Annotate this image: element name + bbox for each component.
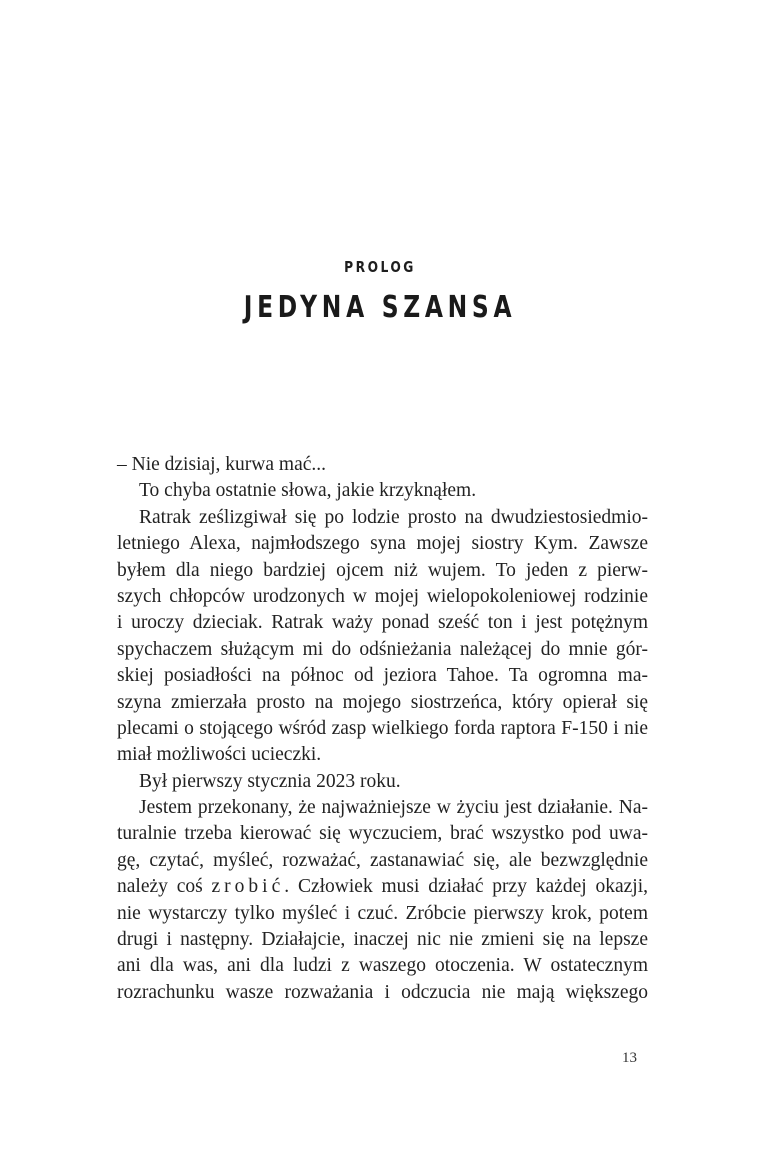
emphasis-spaced-word: zrobić (211, 876, 285, 898)
chapter-title: JEDYNA SZANSA (243, 290, 517, 325)
text-line: spychaczem służącym mi do odśnieżania należącej do mnie gór- (117, 638, 648, 660)
text-line: szyna zmierzała prosto na mojego siostrzeńca, który opierał się (117, 691, 648, 713)
text-line: – Nie dzisiaj, kurwa mać... (117, 454, 327, 475)
text-line: Był pierwszy stycznia 2023 roku. (139, 770, 401, 792)
body-text (117, 452, 648, 1006)
text-line: drugi i następny. Działajcie, inaczej nic nie zmieni się na lepsze (117, 929, 648, 951)
text-line: To chyba ostatnie słowa, jakie krzyknąłem. (139, 480, 477, 502)
text-line: miał możliwości ucieczki. (117, 744, 322, 766)
text-line: Jestem przekonany, że najważniejsze w życiu jest działanie. Na- (139, 797, 648, 819)
text-line: plecami o stojącego wśród zasp wielkiego forda raptora F-150 i nie (117, 717, 648, 739)
text-line (117, 874, 648, 900)
text-line: i uroczy dzieciak. Ratrak waży ponad sześć ton i jest potężnym (117, 612, 648, 634)
text-line: letniego Alexa, najmłodszego syna mojej siostry Kym. Zawsze (117, 533, 648, 555)
text-line: Ratrak ześlizgiwał się po lodzie prosto na dwudziestosiedmio- (139, 506, 648, 528)
text-line: nie wystarczy tylko myśleć i czuć. Zróbcie pierwszy krok, potem (117, 902, 648, 924)
text-line: rozrachunku wasze rozważania i odczucia nie mają większego (117, 981, 648, 1003)
text-line: byłem dla niego bardziej ojcem niż wujem. To jeden z pierw- (117, 559, 648, 581)
text-line: turalnie trzeba kierować się wyczuciem, brać wszystko pod uwa- (117, 823, 648, 845)
text-line: szych chłopców urodzonych w mojej wielopokoleniowej rodzinie (117, 585, 648, 607)
text-fragment: należy coś (117, 876, 212, 898)
chapter-kicker: PROLOG (344, 258, 416, 276)
text-line: skiej posiadłości na północ od jeziora Tahoe. Ta ogromna ma- (117, 665, 648, 687)
page-number: 13 (622, 1050, 637, 1066)
text-fragment: . Człowiek musi działać przy każdej okazji, (284, 876, 648, 898)
text-line: gę, czytać, myśleć, rozważać, zastanawiać się, ale bezwzględnie (117, 849, 648, 871)
text-line: ani dla was, ani dla ludzi z waszego otoczenia. W ostatecznym (117, 955, 648, 977)
